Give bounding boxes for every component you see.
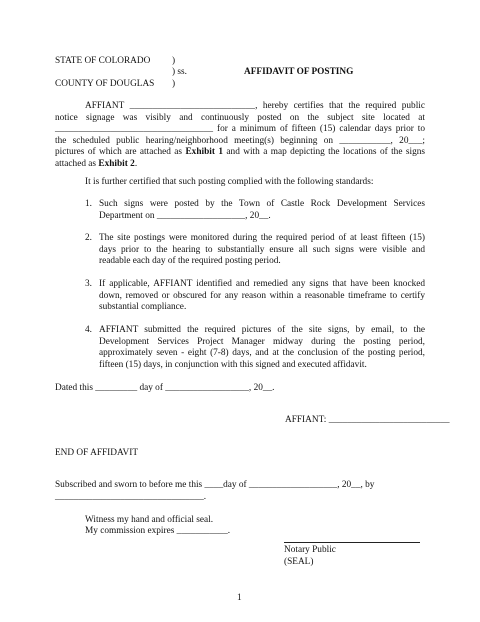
notary-signature-rule: [284, 542, 420, 543]
intro-line-6-pre: attached as: [55, 159, 99, 170]
standard-3-line-1: If applicable, AFFIANT identified and remedied any signs that have been knocked: [99, 279, 425, 289]
intro-line-4: the scheduled public hearing/neighborhood meeting(s) beginning on ___________, 20___;: [55, 135, 425, 146]
intro-line-5-post: and with a map depicting the locations of the signs: [223, 147, 425, 158]
end-of-affidavit: END OF AFFIDAVIT: [55, 448, 138, 458]
standard-4-line-3: approximately seven - eight (7-8) days, and at the conclusion of the posting period,: [99, 348, 425, 359]
standards-intro: It is further certified that such posting complied with the following standards:: [85, 177, 374, 187]
seal-label: (SEAL): [284, 557, 314, 567]
state-heading: STATE OF COLORADO: [55, 56, 151, 66]
standard-1-number: 1.: [85, 199, 92, 209]
subscribed-line-2: ________________________________.: [55, 492, 207, 502]
notary-public-label: Notary Public: [284, 545, 336, 555]
exhibit-1-label: Exhibit 1: [185, 147, 223, 158]
standard-4-number: 4.: [85, 325, 92, 335]
caption-paren-3: ): [172, 79, 176, 89]
county-heading: COUNTY OF DOUGLAS: [55, 79, 155, 89]
standard-4-line-4: fifteen (15) days, in conjunction with this signed and executed affidavit.: [99, 359, 367, 370]
intro-line-1: AFFIANT ___________________________, hereby certifies that the required public: [85, 101, 425, 111]
standard-2-text: [99, 233, 425, 268]
document-title: AFFIDAVIT OF POSTING: [244, 67, 354, 77]
intro-line-6: [55, 159, 425, 171]
intro-line-5: [55, 147, 425, 159]
standard-4-line-2: Development Services Project Manager midway during the posting period,: [99, 336, 425, 347]
standard-1-line-2: Department on ___________________, 20__.: [99, 210, 271, 221]
intro-paragraph: [55, 101, 425, 171]
standard-3-number: 3.: [85, 279, 92, 289]
intro-line-5-pre: pictures of which are attached as: [55, 147, 186, 158]
standard-1-line-1: Such signs were posted by the Town of Castle Rock Development Services: [99, 199, 425, 209]
standard-2-line-2: days prior to the hearing to substantially ensure all such signs were visible and: [99, 244, 425, 255]
standard-2-line-1: The site postings were monitored during the required period of at least fifteen (15): [99, 233, 425, 243]
affiant-signature-line: AFFIANT: __________________________: [285, 415, 450, 425]
intro-line-6-post: .: [134, 159, 138, 170]
standard-2-line-3: readable each day of the required posting period.: [99, 256, 281, 267]
standard-4-line-1: AFFIANT submitted the required pictures of the site signs, by email, to the: [99, 325, 425, 335]
dated-line: Dated this _________ day of __________________, 20__.: [55, 383, 275, 393]
standard-3-text: [99, 279, 425, 314]
standard-3-line-2: down, removed or obscured for any reason within a reasonable timeframe to certify: [99, 290, 425, 301]
page-number: 1: [237, 593, 242, 603]
commission-line: My commission expires ___________.: [85, 526, 231, 536]
intro-line-2: notice signage was visibly and continuously posted on the subject site located at: [55, 112, 425, 123]
standard-1-text: [99, 199, 425, 222]
caption-paren-1: ): [172, 56, 176, 66]
caption-ss: ) ss.: [172, 67, 187, 77]
witness-line: Witness my hand and official seal.: [85, 515, 214, 525]
standard-3-line-3: substantial compliance.: [99, 302, 187, 313]
standard-4-text: [99, 325, 425, 371]
exhibit-2-label: Exhibit 2: [98, 159, 135, 170]
intro-line-3: __________________________________ for a minimum of fifteen (15) calendar days prior to: [55, 124, 425, 135]
standard-2-number: 2.: [85, 233, 92, 243]
subscribed-line-1: Subscribed and sworn to before me this ____day of ___________________, 20__, by: [55, 480, 375, 490]
